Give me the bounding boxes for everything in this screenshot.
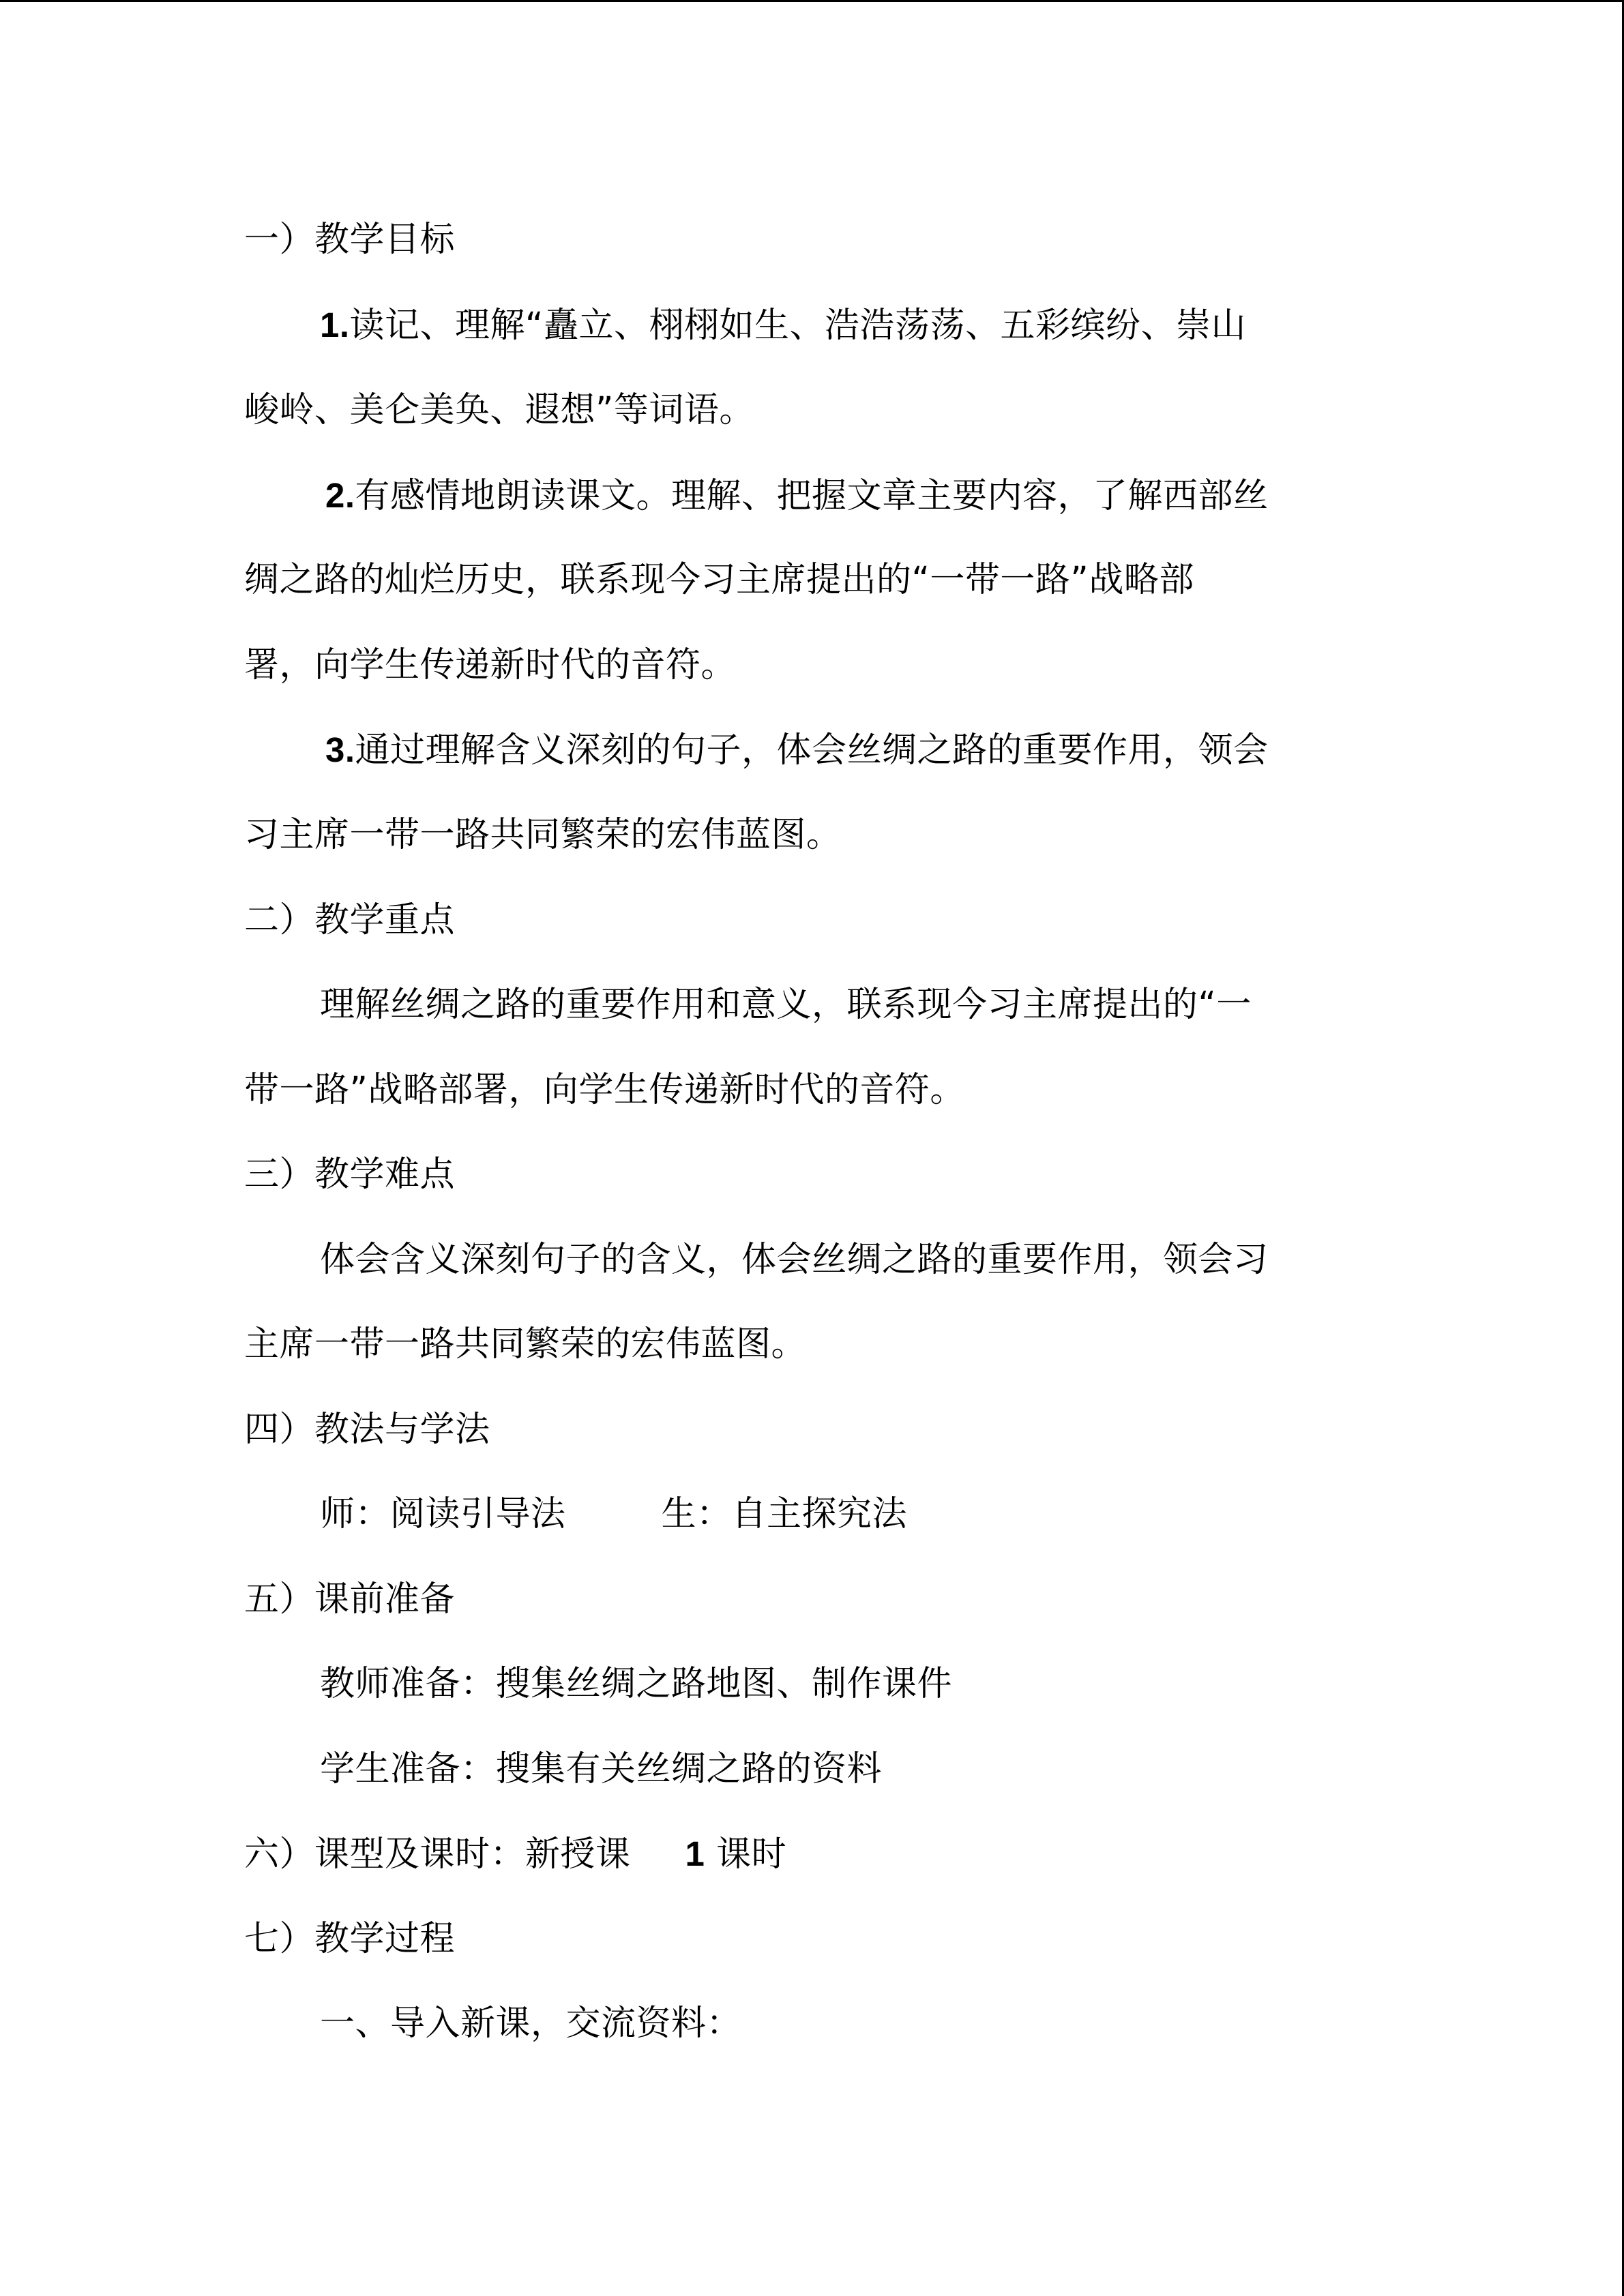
objective-item-2-line-2: 绸之路的灿烂历史，联系现今习主席提出的“一带一路”战略部 [244,560,1194,600]
section-heading-methods: 四）教法与学法 [244,1410,490,1450]
objective-item-1-number: 1. [320,305,350,344]
objective-item-1-line-2: 峻岭、美仑美奂、遐想”等词语。 [244,390,754,430]
page-top-border [0,0,1624,2]
objective-item-3-number: 3. [325,730,355,769]
key-points-line-2: 带一路”战略部署，向学生传递新时代的音符。 [244,1070,965,1110]
process-step-1: 一、导入新课，交流资料： [320,2003,742,2044]
student-method: 生：自主探究法 [661,1494,908,1534]
objective-item-2-line-3: 署，向学生传递新时代的音符。 [244,645,737,685]
teacher-preparation: 教师准备：搜集丝绸之路地图、制作课件 [320,1664,953,1704]
teacher-method: 师：阅读引导法 [320,1494,566,1534]
objective-item-2-number: 2. [325,476,355,515]
student-preparation: 学生准备：搜集有关丝绸之路的资料 [320,1749,883,1789]
difficulties-line-1: 体会含义深刻句子的含义，体会丝绸之路的重要作用，领会习 [320,1240,1269,1280]
difficulties-line-2: 主席一带一路共同繁荣的宏伟蓝图。 [244,1324,807,1365]
section-heading-key-points: 二）教学重点 [244,900,456,940]
section-heading-process: 七）教学过程 [244,1919,456,1959]
objective-item-2-line-1 [325,475,1269,517]
objective-item-1-text: 读记、理解“矗立、栩栩如生、浩浩荡荡、五彩缤纷、崇山 [349,305,1246,346]
section-heading-preparation: 五）课前准备 [244,1579,456,1620]
objective-item-3-line-2: 习主席一带一路共同繁荣的宏伟蓝图。 [244,815,842,855]
key-points-line-1: 理解丝绸之路的重要作用和意义，联系现今习主席提出的“一 [320,985,1252,1025]
section-lesson-type [244,1834,786,1875]
section-heading-difficulties: 三）教学难点 [244,1154,456,1195]
objective-item-3-text: 通过理解含义深刻的句子，体会丝绸之路的重要作用，领会 [355,730,1269,771]
lesson-type-heading: 六）课型及课时：新授课 [244,1834,631,1875]
section-heading-objectives: 一）教学目标 [244,220,456,260]
objective-item-2-text: 有感情地朗读课文。理解、把握文章主要内容，了解西部丝 [355,476,1269,516]
objective-item-3-line-1 [325,730,1269,771]
lesson-hours-unit: 课时 [705,1834,787,1875]
objective-item-1-line-1 [320,305,1246,346]
lesson-hours-number: 1 [685,1834,705,1873]
methods-line [320,1494,907,1535]
